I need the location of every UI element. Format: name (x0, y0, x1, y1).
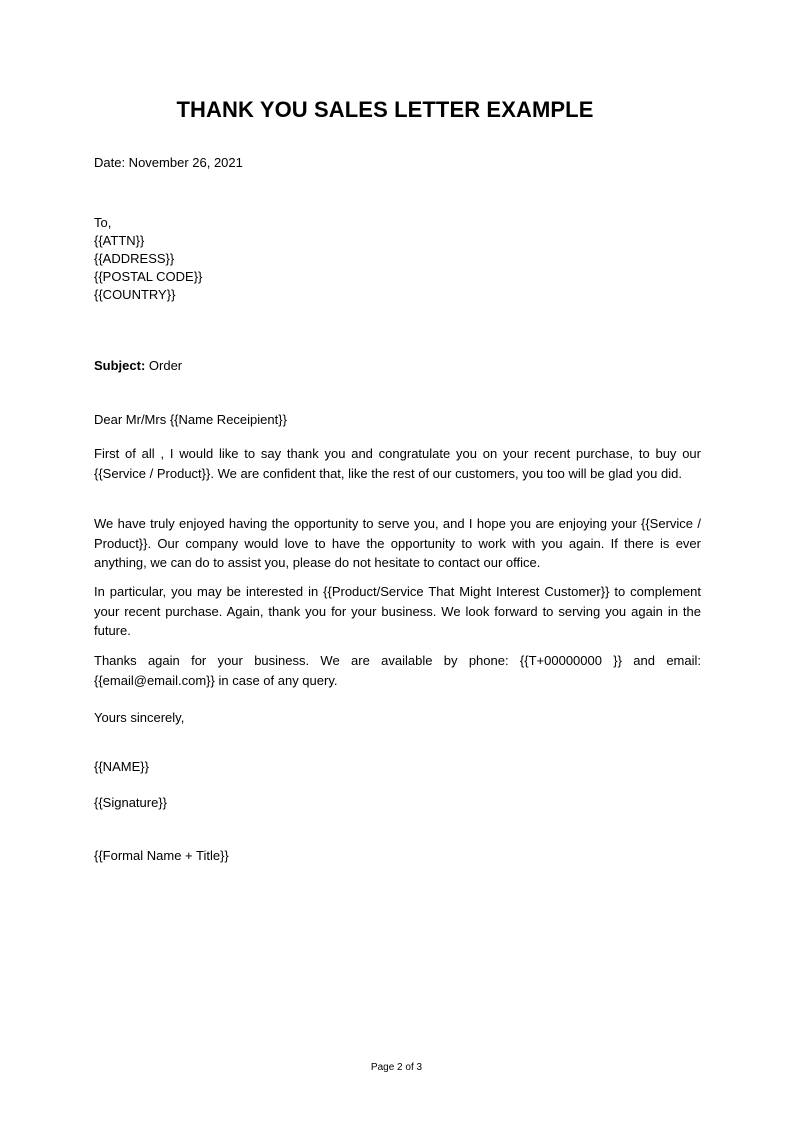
sender-name: {{NAME}} (94, 759, 149, 774)
recipient-postal-code: {{POSTAL CODE}} (94, 269, 203, 284)
salutation: Dear Mr/Mrs {{Name Receipient}} (94, 412, 287, 427)
recipient-address: {{ADDRESS}} (94, 251, 175, 266)
body-paragraph-3: In particular, you may be interested in {{Product/Service That Might Interest Customer}} to complement your recent purchase. Again, thank you for your business. We look forward to serving you again in the future. (94, 584, 701, 638)
recipient-address-block (94, 214, 202, 304)
subject-value: Order (145, 358, 183, 373)
body-paragraph-1: First of all , I would like to say thank you and congratulate you on your recent purchase, to buy our {{Service / Product}}. We are confident that, like the rest of our customers, you too will be glad you did. (94, 446, 701, 481)
recipient-attn: {{ATTN}} (94, 233, 145, 248)
subject-label: Subject: (94, 358, 146, 373)
page-number: Page 2 of 3 (370, 1062, 423, 1073)
body-paragraph-4: Thanks again for your business. We are available by phone: {{T+00000000 }} and email: {{email@email.com}} in case of any query. (94, 653, 701, 688)
letter-date: Date: November 26, 2021 (94, 155, 243, 170)
subject-line (94, 357, 182, 375)
recipient-country: {{COUNTRY}} (94, 287, 176, 302)
closing: Yours sincerely, (94, 710, 185, 725)
sender-formal-name-title: {{Formal Name + Title}} (94, 848, 229, 863)
body-paragraph-2: We have truly enjoyed having the opportunity to serve you, and I hope you are enjoying your {{Service / Product}}. Our company would love to have the opportunity to work with you again. If there is ever anything, we can do to assist you, please do not hesitate to contact our office. (94, 516, 701, 570)
sender-signature: {{Signature}} (94, 795, 168, 810)
document-title: THANK YOU SALES LETTER EXAMPLE (176, 97, 594, 122)
recipient-to: To, (94, 215, 112, 230)
